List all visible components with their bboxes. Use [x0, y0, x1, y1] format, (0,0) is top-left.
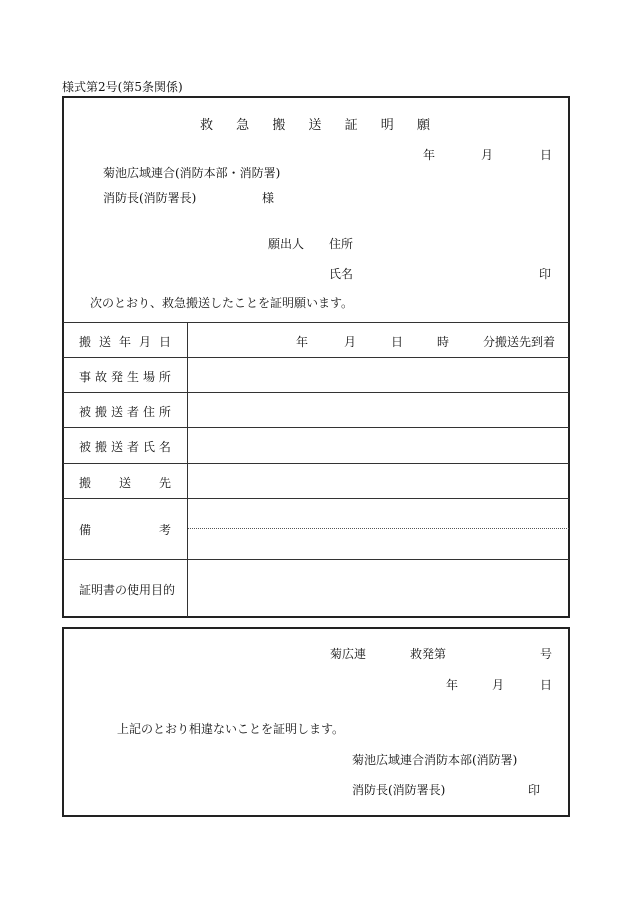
addressee-honorific: 様: [262, 191, 275, 205]
certificate-org-short: 菊広連: [330, 647, 367, 661]
applicant-address-label: 住所: [329, 237, 354, 251]
table-row-line: [63, 357, 569, 358]
certificate-seal: 印: [528, 783, 541, 797]
table-row-line: [63, 463, 569, 464]
certificate-issuer-chief: 消防長(消防署長): [352, 783, 446, 797]
applicant-name-label: 氏名: [329, 267, 354, 281]
title-char: 送: [308, 118, 322, 133]
form-label: 様式第2号(第5条関係): [62, 80, 183, 94]
certificate-date-day: 日: [540, 678, 553, 692]
title-char: 搬: [272, 118, 286, 133]
request-date-month: 月: [481, 148, 494, 162]
addressee-chief: 消防長(消防署長): [103, 191, 197, 205]
table-row-line: [63, 498, 569, 499]
row-label-destination: 搬 送 先: [79, 476, 171, 490]
transport-day-label: 日: [391, 335, 404, 349]
table-row-line: [63, 392, 569, 393]
certificate-doc-prefix: 救発第: [410, 647, 447, 661]
request-title: [200, 114, 430, 133]
title-char: 急: [236, 118, 250, 133]
title-char: 救: [200, 118, 214, 133]
certificate-doc-suffix: 号: [540, 647, 553, 661]
row-label-patient-address: 被 搬 送 者 住 所: [79, 405, 171, 419]
applicant-label: 願出人: [268, 237, 305, 251]
applicant-seal: 印: [539, 267, 552, 281]
title-char: 明: [380, 118, 394, 133]
transport-arrival-label: 分搬送先到着: [483, 335, 556, 349]
certificate-statement: 上記のとおり相違ないことを証明します。: [117, 722, 345, 736]
transport-hour-label: 時: [437, 335, 450, 349]
request-date-day: 日: [540, 148, 553, 162]
title-char: 願: [416, 118, 430, 133]
transport-year-label: 年: [296, 335, 309, 349]
row-label-certificate-purpose: 証明書の使用目的: [79, 583, 176, 597]
row-label-accident-location: 事 故 発 生 場 所: [79, 370, 171, 384]
row-label-remarks: 備 考: [79, 523, 171, 537]
table-top-line: [63, 322, 569, 323]
certificate-issuer-org: 菊池広域連合消防本部(消防署): [352, 753, 518, 767]
table-row-line: [63, 559, 569, 560]
table-row-line: [63, 427, 569, 428]
row-label-transport-date: 搬 送 年 月 日: [79, 335, 171, 349]
certificate-date-year: 年: [446, 678, 459, 692]
request-date-year: 年: [423, 148, 436, 162]
certificate-date-month: 月: [492, 678, 505, 692]
transport-month-label: 月: [344, 335, 357, 349]
addressee-org: 菊池広域連合(消防本部・消防署): [103, 166, 281, 180]
remarks-dotted-line: [188, 528, 569, 529]
request-statement: 次のとおり、救急搬送したことを証明願います。: [90, 296, 354, 310]
row-label-patient-name: 被 搬 送 者 氏 名: [79, 440, 171, 454]
table-column-divider: [187, 322, 188, 617]
title-char: 証: [344, 118, 358, 133]
